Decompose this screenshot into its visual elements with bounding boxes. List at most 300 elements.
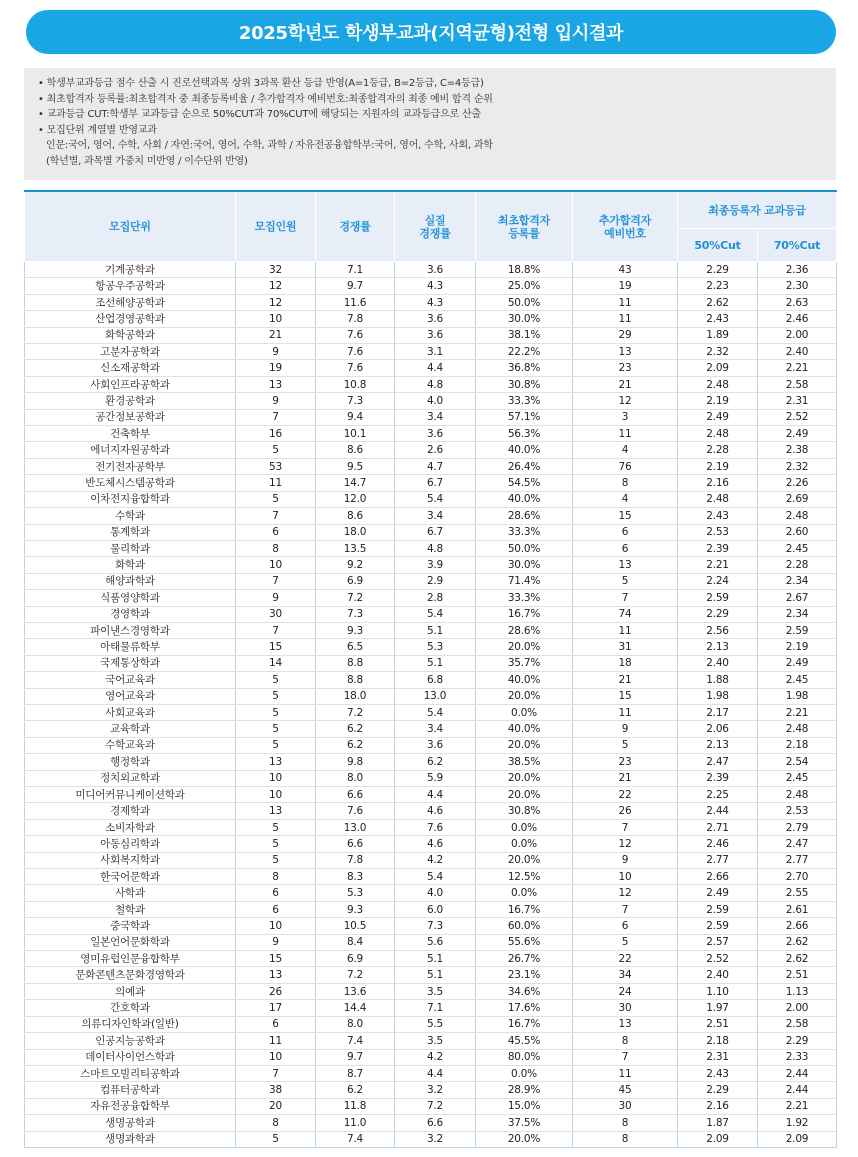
- rate-cell: 8.8: [316, 672, 395, 688]
- cut70-cell: 1.92: [758, 1115, 837, 1131]
- waitlist-cell: 10: [573, 869, 678, 885]
- table-row: [25, 672, 837, 688]
- unit-cell: 소비자학과: [25, 819, 236, 835]
- quota-cell: 7: [236, 622, 316, 638]
- cut50-cell: 2.06: [678, 721, 758, 737]
- unit-cell: 화학과: [25, 557, 236, 573]
- rate-cell: 13.0: [316, 819, 395, 835]
- quota-cell: 21: [236, 327, 316, 343]
- cut50-cell: 2.48: [678, 426, 758, 442]
- table-row: [25, 458, 837, 474]
- waitlist-cell: 29: [573, 327, 678, 343]
- cut50-cell: 2.29: [678, 262, 758, 278]
- cut50-cell: 2.23: [678, 278, 758, 294]
- unit-cell: 아태물류학부: [25, 639, 236, 655]
- rate-cell: 6.2: [316, 1082, 395, 1098]
- quota-cell: 8: [236, 1115, 316, 1131]
- real-rate-cell: 6.7: [395, 475, 476, 491]
- table-row: [25, 819, 837, 835]
- waitlist-cell: 31: [573, 639, 678, 655]
- real-rate-cell: 6.0: [395, 901, 476, 917]
- registration-rate-cell: 20.0%: [476, 770, 573, 786]
- waitlist-cell: 30: [573, 1000, 678, 1016]
- cut50-cell: 2.39: [678, 540, 758, 556]
- rate-cell: 9.7: [316, 278, 395, 294]
- waitlist-cell: 7: [573, 590, 678, 606]
- real-rate-cell: 3.6: [395, 311, 476, 327]
- header-cut50: 50%Cut: [678, 229, 758, 262]
- table-row: [25, 262, 837, 278]
- rate-cell: 9.2: [316, 557, 395, 573]
- quota-cell: 11: [236, 475, 316, 491]
- table-row: [25, 294, 837, 310]
- waitlist-cell: 7: [573, 819, 678, 835]
- quota-cell: 5: [236, 442, 316, 458]
- rate-cell: 7.6: [316, 360, 395, 376]
- header-quota: 모집인원: [236, 191, 316, 262]
- real-rate-cell: 4.4: [395, 787, 476, 803]
- unit-cell: 항공우주공학과: [25, 278, 236, 294]
- waitlist-cell: 4: [573, 491, 678, 507]
- waitlist-cell: 9: [573, 852, 678, 868]
- quota-cell: 5: [236, 491, 316, 507]
- registration-rate-cell: 0.0%: [476, 1065, 573, 1081]
- waitlist-cell: 12: [573, 836, 678, 852]
- cut50-cell: 2.49: [678, 409, 758, 425]
- cut50-cell: 2.71: [678, 819, 758, 835]
- table-row: [25, 951, 837, 967]
- real-rate-cell: 13.0: [395, 688, 476, 704]
- unit-cell: 데이터사이언스학과: [25, 1049, 236, 1065]
- cut50-cell: 2.48: [678, 376, 758, 392]
- cut50-cell: 2.44: [678, 803, 758, 819]
- cut70-cell: 1.13: [758, 983, 837, 999]
- rate-cell: 6.2: [316, 721, 395, 737]
- rate-cell: 7.2: [316, 967, 395, 983]
- cut50-cell: 2.62: [678, 294, 758, 310]
- rate-cell: 7.6: [316, 344, 395, 360]
- real-rate-cell: 5.9: [395, 770, 476, 786]
- unit-cell: 영미유럽인문융합학부: [25, 951, 236, 967]
- unit-cell: 일본언어문화학과: [25, 934, 236, 950]
- registration-rate-cell: 30.0%: [476, 557, 573, 573]
- cut70-cell: 2.36: [758, 262, 837, 278]
- cut50-cell: 2.47: [678, 754, 758, 770]
- unit-cell: 미디어커뮤니케이션학과: [25, 787, 236, 803]
- cut50-cell: 2.16: [678, 1098, 758, 1114]
- cut50-cell: 2.32: [678, 344, 758, 360]
- unit-cell: 사회인프라공학과: [25, 376, 236, 392]
- table-row: [25, 901, 837, 917]
- cut50-cell: 2.16: [678, 475, 758, 491]
- quota-cell: 5: [236, 737, 316, 753]
- rate-cell: 13.6: [316, 983, 395, 999]
- note-line: (학년별, 과목별 가중치 미반영 / 이수단위 반영): [46, 155, 248, 167]
- rate-cell: 14.7: [316, 475, 395, 491]
- table-row: [25, 426, 837, 442]
- cut70-cell: 2.48: [758, 508, 837, 524]
- real-rate-cell: 5.4: [395, 704, 476, 720]
- unit-cell: 생명공학과: [25, 1115, 236, 1131]
- registration-rate-cell: 28.9%: [476, 1082, 573, 1098]
- rate-cell: 7.6: [316, 327, 395, 343]
- real-rate-cell: 4.0: [395, 393, 476, 409]
- registration-rate-cell: 23.1%: [476, 967, 573, 983]
- cut70-cell: 2.52: [758, 409, 837, 425]
- cut70-cell: 2.58: [758, 1016, 837, 1032]
- table-row: [25, 967, 837, 983]
- table-row: [25, 1049, 837, 1065]
- cut50-cell: 2.31: [678, 1049, 758, 1065]
- registration-rate-cell: 37.5%: [476, 1115, 573, 1131]
- real-rate-cell: 3.6: [395, 262, 476, 278]
- real-rate-cell: 4.2: [395, 852, 476, 868]
- real-rate-cell: 6.2: [395, 754, 476, 770]
- waitlist-cell: 11: [573, 311, 678, 327]
- real-rate-cell: 3.5: [395, 983, 476, 999]
- cut50-cell: 2.17: [678, 704, 758, 720]
- quota-cell: 26: [236, 983, 316, 999]
- rate-cell: 6.5: [316, 639, 395, 655]
- quota-cell: 9: [236, 344, 316, 360]
- cut70-cell: 2.34: [758, 573, 837, 589]
- real-rate-cell: 7.6: [395, 819, 476, 835]
- unit-cell: 영어교육과: [25, 688, 236, 704]
- registration-rate-cell: 33.3%: [476, 393, 573, 409]
- table-row: [25, 1000, 837, 1016]
- waitlist-cell: 8: [573, 475, 678, 491]
- registration-rate-cell: 20.0%: [476, 688, 573, 704]
- real-rate-cell: 5.4: [395, 606, 476, 622]
- cut70-cell: 2.61: [758, 901, 837, 917]
- registration-rate-cell: 55.6%: [476, 934, 573, 950]
- real-rate-cell: 2.8: [395, 590, 476, 606]
- waitlist-cell: 43: [573, 262, 678, 278]
- cut50-cell: 2.29: [678, 1082, 758, 1098]
- waitlist-cell: 21: [573, 376, 678, 392]
- table-row: [25, 1065, 837, 1081]
- rate-cell: 18.0: [316, 524, 395, 540]
- table-row: [25, 344, 837, 360]
- real-rate-cell: 2.9: [395, 573, 476, 589]
- quota-cell: 10: [236, 1049, 316, 1065]
- unit-cell: 자유전공융합학부: [25, 1098, 236, 1114]
- unit-cell: 환경공학과: [25, 393, 236, 409]
- quota-cell: 5: [236, 836, 316, 852]
- waitlist-cell: 15: [573, 508, 678, 524]
- rate-cell: 9.7: [316, 1049, 395, 1065]
- quota-cell: 10: [236, 770, 316, 786]
- table-row: [25, 934, 837, 950]
- registration-rate-cell: 33.3%: [476, 524, 573, 540]
- quota-cell: 5: [236, 819, 316, 835]
- rate-cell: 8.0: [316, 1016, 395, 1032]
- cut70-cell: 2.21: [758, 1098, 837, 1114]
- quota-cell: 15: [236, 951, 316, 967]
- cut70-cell: 2.63: [758, 294, 837, 310]
- real-rate-cell: 4.6: [395, 803, 476, 819]
- table-row: [25, 622, 837, 638]
- rate-cell: 7.6: [316, 803, 395, 819]
- real-rate-cell: 5.4: [395, 869, 476, 885]
- table-row: [25, 540, 837, 556]
- real-rate-cell: 5.4: [395, 491, 476, 507]
- cut50-cell: 2.28: [678, 442, 758, 458]
- cut50-cell: 2.25: [678, 787, 758, 803]
- cut70-cell: 2.59: [758, 622, 837, 638]
- quota-cell: 6: [236, 524, 316, 540]
- quota-cell: 5: [236, 672, 316, 688]
- cut50-cell: 2.57: [678, 934, 758, 950]
- unit-cell: 파이낸스경영학과: [25, 622, 236, 638]
- unit-cell: 신소재공학과: [25, 360, 236, 376]
- waitlist-cell: 11: [573, 426, 678, 442]
- cut50-cell: 2.21: [678, 557, 758, 573]
- real-rate-cell: 3.4: [395, 508, 476, 524]
- waitlist-cell: 13: [573, 1016, 678, 1032]
- quota-cell: 10: [236, 918, 316, 934]
- waitlist-cell: 76: [573, 458, 678, 474]
- registration-rate-cell: 36.8%: [476, 360, 573, 376]
- quota-cell: 5: [236, 688, 316, 704]
- rate-cell: 7.8: [316, 311, 395, 327]
- quota-cell: 5: [236, 704, 316, 720]
- real-rate-cell: 3.9: [395, 557, 476, 573]
- unit-cell: 반도체시스템공학과: [25, 475, 236, 491]
- registration-rate-cell: 26.7%: [476, 951, 573, 967]
- waitlist-cell: 11: [573, 294, 678, 310]
- waitlist-cell: 30: [573, 1098, 678, 1114]
- cut50-cell: 2.09: [678, 360, 758, 376]
- registration-rate-cell: 20.0%: [476, 639, 573, 655]
- real-rate-cell: 5.1: [395, 622, 476, 638]
- unit-cell: 정치외교학과: [25, 770, 236, 786]
- rate-cell: 6.6: [316, 836, 395, 852]
- cut50-cell: 2.59: [678, 901, 758, 917]
- cut50-cell: 2.46: [678, 836, 758, 852]
- waitlist-cell: 5: [573, 934, 678, 950]
- real-rate-cell: 6.8: [395, 672, 476, 688]
- registration-rate-cell: 20.0%: [476, 852, 573, 868]
- table-row: [25, 639, 837, 655]
- unit-cell: 에너지자원공학과: [25, 442, 236, 458]
- unit-cell: 의류디자인학과(일반): [25, 1016, 236, 1032]
- quota-cell: 5: [236, 1131, 316, 1147]
- registration-rate-cell: 50.0%: [476, 294, 573, 310]
- real-rate-cell: 5.6: [395, 934, 476, 950]
- cut50-cell: 2.40: [678, 967, 758, 983]
- table-row: [25, 688, 837, 704]
- unit-cell: 사회교육과: [25, 704, 236, 720]
- quota-cell: 16: [236, 426, 316, 442]
- waitlist-cell: 9: [573, 721, 678, 737]
- cut50-cell: 2.29: [678, 606, 758, 622]
- real-rate-cell: 3.2: [395, 1082, 476, 1098]
- rate-cell: 7.1: [316, 262, 395, 278]
- table-row: [25, 524, 837, 540]
- table-row: [25, 655, 837, 671]
- table-row: [25, 491, 837, 507]
- real-rate-cell: 5.5: [395, 1016, 476, 1032]
- waitlist-cell: 18: [573, 655, 678, 671]
- registration-rate-cell: 60.0%: [476, 918, 573, 934]
- cut50-cell: 2.24: [678, 573, 758, 589]
- real-rate-cell: 5.1: [395, 655, 476, 671]
- waitlist-cell: 34: [573, 967, 678, 983]
- registration-rate-cell: 30.8%: [476, 376, 573, 392]
- registration-rate-cell: 54.5%: [476, 475, 573, 491]
- quota-cell: 30: [236, 606, 316, 622]
- cut70-cell: 2.49: [758, 655, 837, 671]
- table-row: [25, 393, 837, 409]
- unit-cell: 이차전지융합학과: [25, 491, 236, 507]
- cut70-cell: 2.33: [758, 1049, 837, 1065]
- rate-cell: 6.6: [316, 787, 395, 803]
- unit-cell: 화학공학과: [25, 327, 236, 343]
- cut70-cell: 2.45: [758, 770, 837, 786]
- real-rate-cell: 4.4: [395, 1065, 476, 1081]
- cut70-cell: 2.19: [758, 639, 837, 655]
- unit-cell: 물리학과: [25, 540, 236, 556]
- table-row: [25, 475, 837, 491]
- cut50-cell: 2.13: [678, 639, 758, 655]
- waitlist-cell: 8: [573, 1033, 678, 1049]
- registration-rate-cell: 33.3%: [476, 590, 573, 606]
- rate-cell: 7.4: [316, 1033, 395, 1049]
- cut50-cell: 1.97: [678, 1000, 758, 1016]
- rate-cell: 6.9: [316, 573, 395, 589]
- cut70-cell: 2.30: [758, 278, 837, 294]
- cut70-cell: 2.44: [758, 1065, 837, 1081]
- cut70-cell: 2.26: [758, 475, 837, 491]
- real-rate-cell: 5.1: [395, 967, 476, 983]
- cut50-cell: 1.89: [678, 327, 758, 343]
- registration-rate-cell: 30.0%: [476, 311, 573, 327]
- waitlist-cell: 12: [573, 885, 678, 901]
- table-row: [25, 311, 837, 327]
- real-rate-cell: 4.4: [395, 360, 476, 376]
- waitlist-cell: 7: [573, 901, 678, 917]
- unit-cell: 간호학과: [25, 1000, 236, 1016]
- registration-rate-cell: 57.1%: [476, 409, 573, 425]
- quota-cell: 15: [236, 639, 316, 655]
- real-rate-cell: 4.3: [395, 294, 476, 310]
- registration-rate-cell: 0.0%: [476, 885, 573, 901]
- table-row: [25, 606, 837, 622]
- rate-cell: 8.0: [316, 770, 395, 786]
- rate-cell: 8.3: [316, 869, 395, 885]
- rate-cell: 7.3: [316, 606, 395, 622]
- rate-cell: 8.7: [316, 1065, 395, 1081]
- registration-rate-cell: 20.0%: [476, 787, 573, 803]
- table-row: [25, 409, 837, 425]
- quota-cell: 8: [236, 540, 316, 556]
- unit-cell: 산업경영공학과: [25, 311, 236, 327]
- rate-cell: 13.5: [316, 540, 395, 556]
- quota-cell: 53: [236, 458, 316, 474]
- table-row: [25, 1131, 837, 1147]
- registration-rate-cell: 25.0%: [476, 278, 573, 294]
- rate-cell: 10.8: [316, 376, 395, 392]
- registration-rate-cell: 40.0%: [476, 672, 573, 688]
- cut50-cell: 2.43: [678, 1065, 758, 1081]
- unit-cell: 국어교육과: [25, 672, 236, 688]
- page-title: 2025학년도 학생부교과(지역균형)전형 입시결과: [26, 10, 836, 54]
- cut70-cell: 2.79: [758, 819, 837, 835]
- unit-cell: 식품영양학과: [25, 590, 236, 606]
- cut70-cell: 2.34: [758, 606, 837, 622]
- quota-cell: 13: [236, 376, 316, 392]
- table-row: [25, 360, 837, 376]
- waitlist-cell: 8: [573, 1131, 678, 1147]
- real-rate-cell: 7.1: [395, 1000, 476, 1016]
- real-rate-cell: 4.6: [395, 836, 476, 852]
- waitlist-cell: 23: [573, 360, 678, 376]
- unit-cell: 생명과학과: [25, 1131, 236, 1147]
- quota-cell: 10: [236, 311, 316, 327]
- header-registration-rate: 최초합격자 등록률: [476, 191, 573, 262]
- registration-rate-cell: 38.1%: [476, 327, 573, 343]
- cut70-cell: 2.45: [758, 672, 837, 688]
- cut70-cell: 2.38: [758, 442, 837, 458]
- quota-cell: 7: [236, 508, 316, 524]
- unit-cell: 국제통상학과: [25, 655, 236, 671]
- waitlist-cell: 11: [573, 622, 678, 638]
- real-rate-cell: 4.8: [395, 540, 476, 556]
- table-row: [25, 885, 837, 901]
- header-grade-group: 최종등록자 교과등급: [678, 191, 837, 229]
- registration-rate-cell: 12.5%: [476, 869, 573, 885]
- registration-rate-cell: 26.4%: [476, 458, 573, 474]
- real-rate-cell: 7.3: [395, 918, 476, 934]
- cut70-cell: 2.47: [758, 836, 837, 852]
- cut70-cell: 2.46: [758, 311, 837, 327]
- registration-rate-cell: 20.0%: [476, 1131, 573, 1147]
- waitlist-cell: 22: [573, 951, 678, 967]
- rate-cell: 7.2: [316, 704, 395, 720]
- quota-cell: 19: [236, 360, 316, 376]
- unit-cell: 사회복지학과: [25, 852, 236, 868]
- quota-cell: 11: [236, 1033, 316, 1049]
- quota-cell: 5: [236, 721, 316, 737]
- cut50-cell: 2.52: [678, 951, 758, 967]
- rate-cell: 8.4: [316, 934, 395, 950]
- cut50-cell: 1.88: [678, 672, 758, 688]
- results-table: [24, 190, 837, 1148]
- cut70-cell: 2.49: [758, 426, 837, 442]
- table-row: [25, 983, 837, 999]
- real-rate-cell: 3.2: [395, 1131, 476, 1147]
- cut50-cell: 2.13: [678, 737, 758, 753]
- registration-rate-cell: 71.4%: [476, 573, 573, 589]
- rate-cell: 8.6: [316, 442, 395, 458]
- rate-cell: 10.5: [316, 918, 395, 934]
- quota-cell: 8: [236, 869, 316, 885]
- rate-cell: 10.1: [316, 426, 395, 442]
- registration-rate-cell: 45.5%: [476, 1033, 573, 1049]
- registration-rate-cell: 56.3%: [476, 426, 573, 442]
- cut70-cell: 2.32: [758, 458, 837, 474]
- table-row: [25, 852, 837, 868]
- cut50-cell: 2.39: [678, 770, 758, 786]
- waitlist-cell: 8: [573, 1115, 678, 1131]
- registration-rate-cell: 28.6%: [476, 508, 573, 524]
- header-real-rate: 실질 경쟁률: [395, 191, 476, 262]
- table-row: [25, 869, 837, 885]
- waitlist-cell: 6: [573, 540, 678, 556]
- cut70-cell: 2.58: [758, 376, 837, 392]
- quota-cell: 10: [236, 557, 316, 573]
